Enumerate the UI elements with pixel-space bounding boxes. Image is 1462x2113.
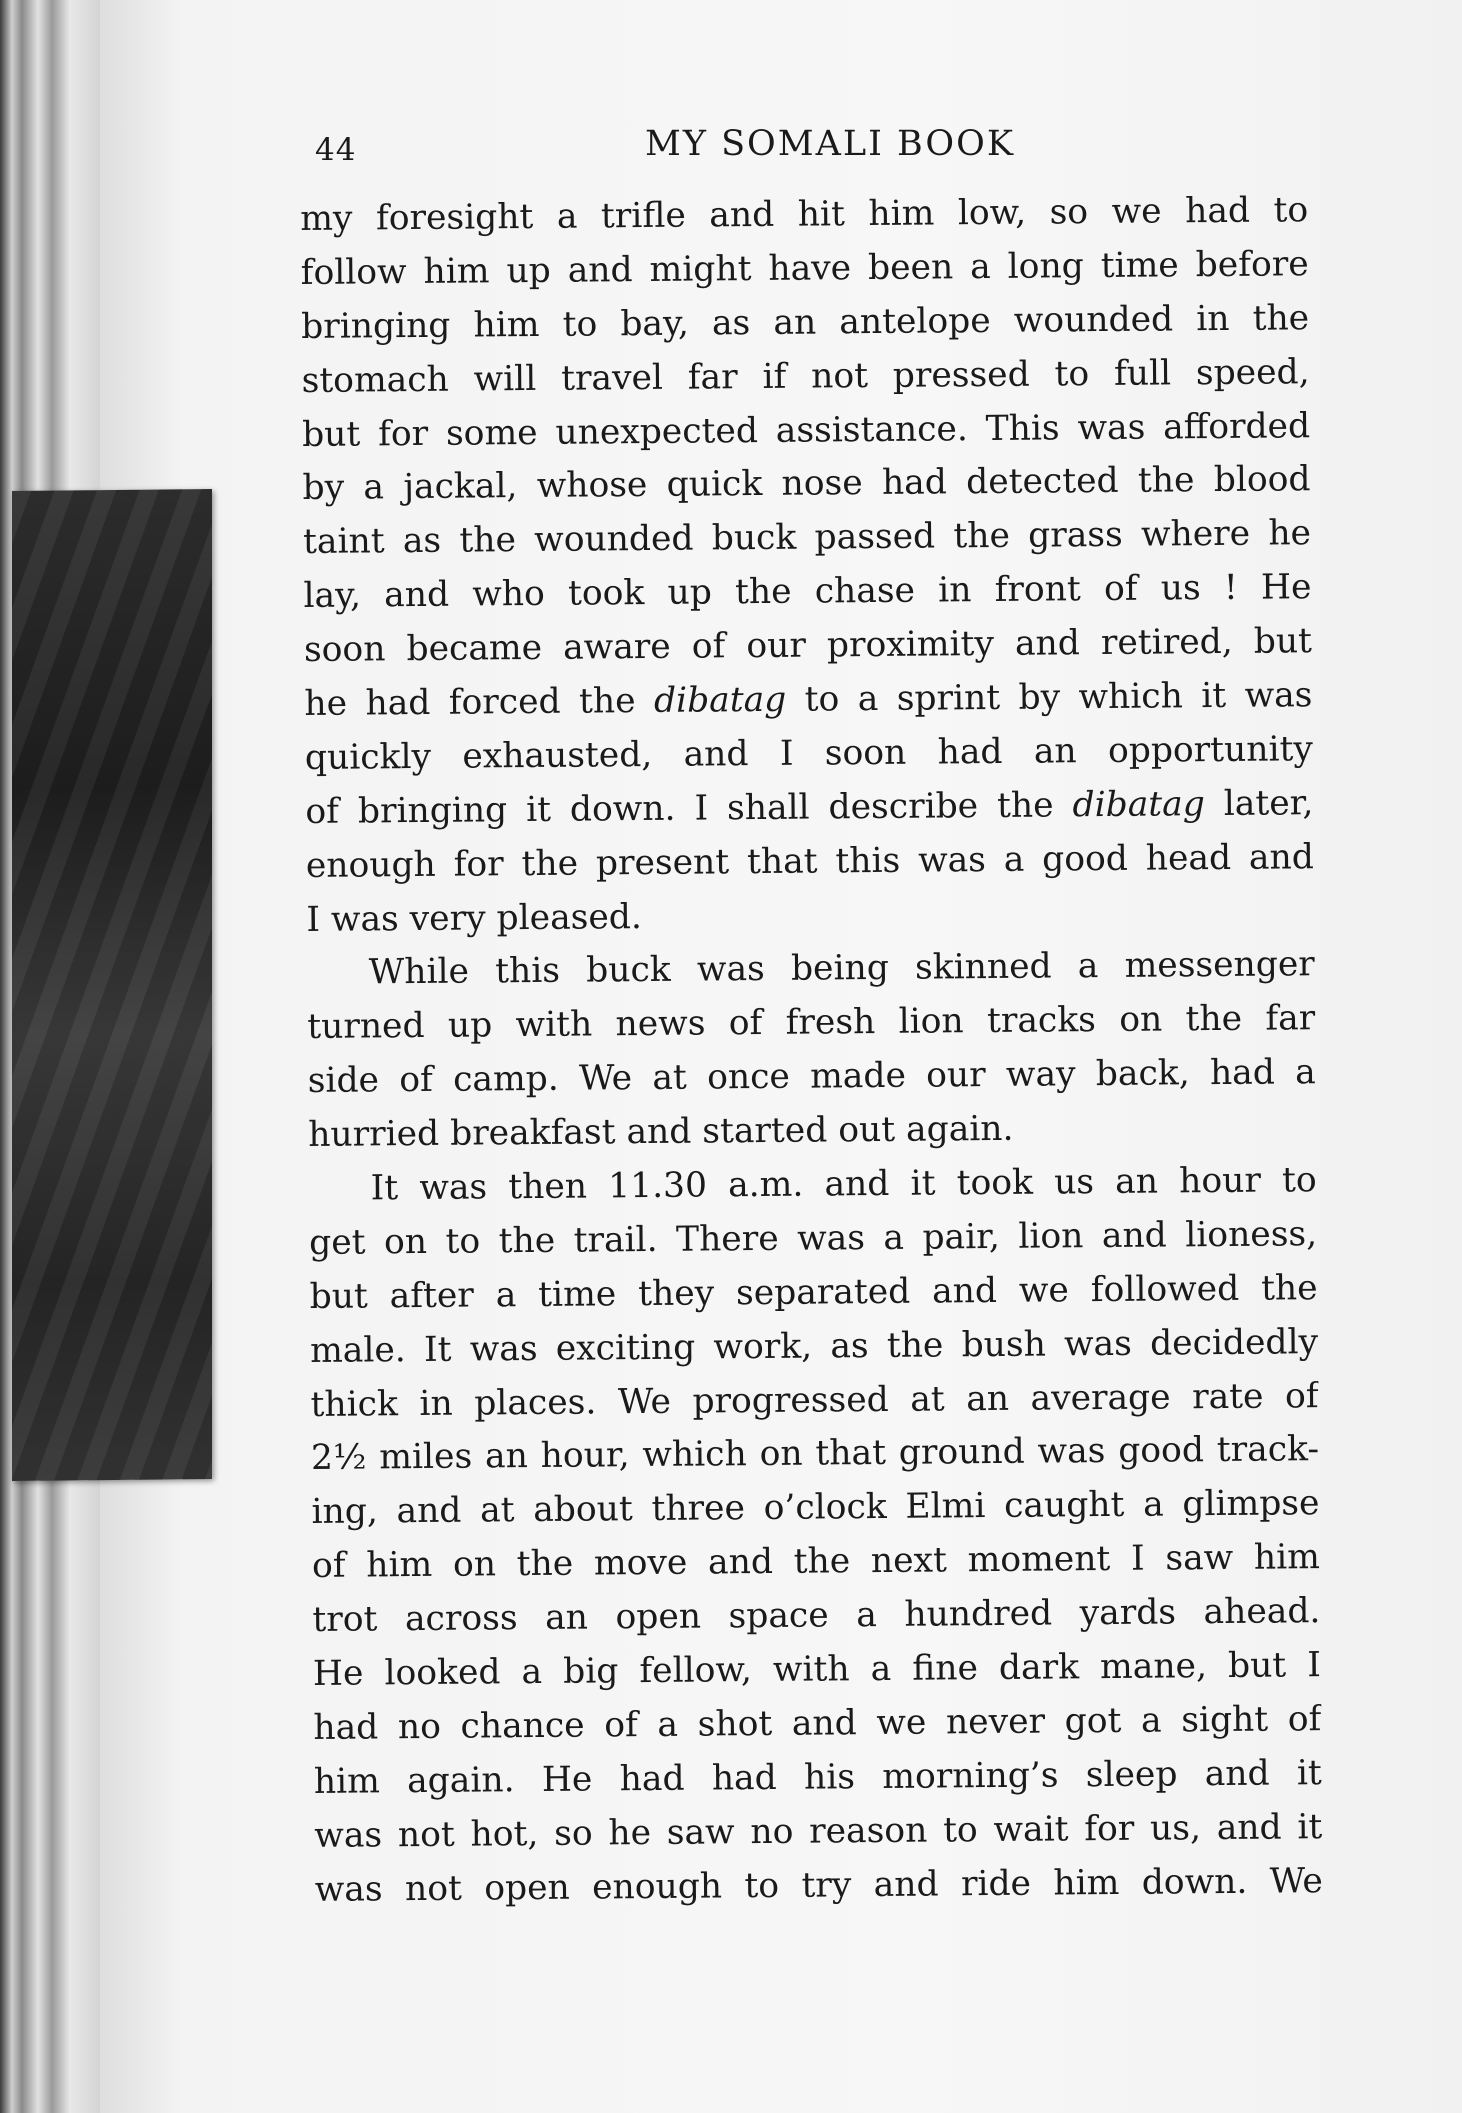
text-line: had no chance of a shot and we never got a sight of (313, 1699, 1322, 1748)
text-line: side of camp. We at once made our way back, had a (307, 1052, 1316, 1102)
text-line: taint as the wounded buck passed the grass where he (302, 513, 1312, 563)
text-line: turned up with news of fresh lion tracks on the far (307, 998, 1316, 1048)
text-segment: he had forced the (304, 680, 655, 724)
text-line: but after a time they separated and we followed the (309, 1267, 1318, 1317)
text-line: While this buck was being skinned a messenger (368, 944, 1315, 993)
page-number: 44 (315, 132, 357, 168)
text-line: was not open enough to try and ride him down. We (314, 1860, 1323, 1910)
text-line: of him on the move and the next moment I saw him (311, 1537, 1321, 1587)
text-line: trot across an open space a hundred yards ahead. (312, 1591, 1321, 1641)
body-text (300, 184, 1323, 1917)
text-line: but for some unexpected assistance. This was afforded (301, 405, 1311, 455)
italic-term: dibatag (653, 679, 787, 721)
text-line: him again. He had had his morning’s sleep and it (313, 1752, 1323, 1802)
text-line: It was then 11.30 a.m. and it took us an hour to (370, 1160, 1317, 1209)
text-line: 2½ miles an hour, which on that ground was good track- (310, 1429, 1320, 1479)
text-segment: later, (1204, 782, 1314, 824)
text-line: hurried breakfast and started out again. (308, 1108, 1014, 1156)
page-header (315, 120, 1305, 180)
text-line: ing, and at about three o’clock Elmi caught a glimpse (311, 1483, 1320, 1533)
text-line: follow him up and might have been a long time before (300, 244, 1309, 293)
text-line: by a jackal, whose quick nose had detected the blood (302, 459, 1311, 509)
text-line: I was very pleased. (306, 896, 643, 940)
text-line: was not hot, so he saw no reason to wait for us, and it (314, 1806, 1323, 1856)
text-line: enough for the present that this was a good head and (305, 836, 1315, 886)
bookmark-ribbon (12, 489, 212, 1481)
text-segment: to a sprint by which it was (786, 675, 1313, 720)
text-line (304, 669, 1312, 732)
text-line: bringing him to bay, as an antelope wounded in the (300, 297, 1310, 347)
text-line: male. It was exciting work, as the bush was decidedly (309, 1321, 1319, 1371)
text-line: He looked a big fellow, with a fine dark mane, but I (312, 1645, 1322, 1694)
italic-term: dibatag (1072, 783, 1206, 826)
text-line: get on to the trail. There was a pair, lion and lioness, (308, 1214, 1318, 1263)
text-line: stomach will travel far if not pressed to full speed, (301, 351, 1310, 401)
text-line: my foresight a trifle and hit him low, so we had to (300, 190, 1309, 239)
text-line: thick in places. We progressed at an average rate of (310, 1375, 1319, 1425)
text-line: soon became aware of our proximity and retired, but (303, 621, 1313, 671)
text-segment: of bringing it down. I shall describe the (305, 785, 1073, 832)
text-line: quickly exhausted, and I soon had an opportunity (304, 729, 1314, 778)
text-line (305, 777, 1313, 840)
running-head: MY SOMALI BOOK (645, 124, 1015, 164)
text-line: lay, and who took up the chase in front of us ! He (303, 567, 1312, 617)
